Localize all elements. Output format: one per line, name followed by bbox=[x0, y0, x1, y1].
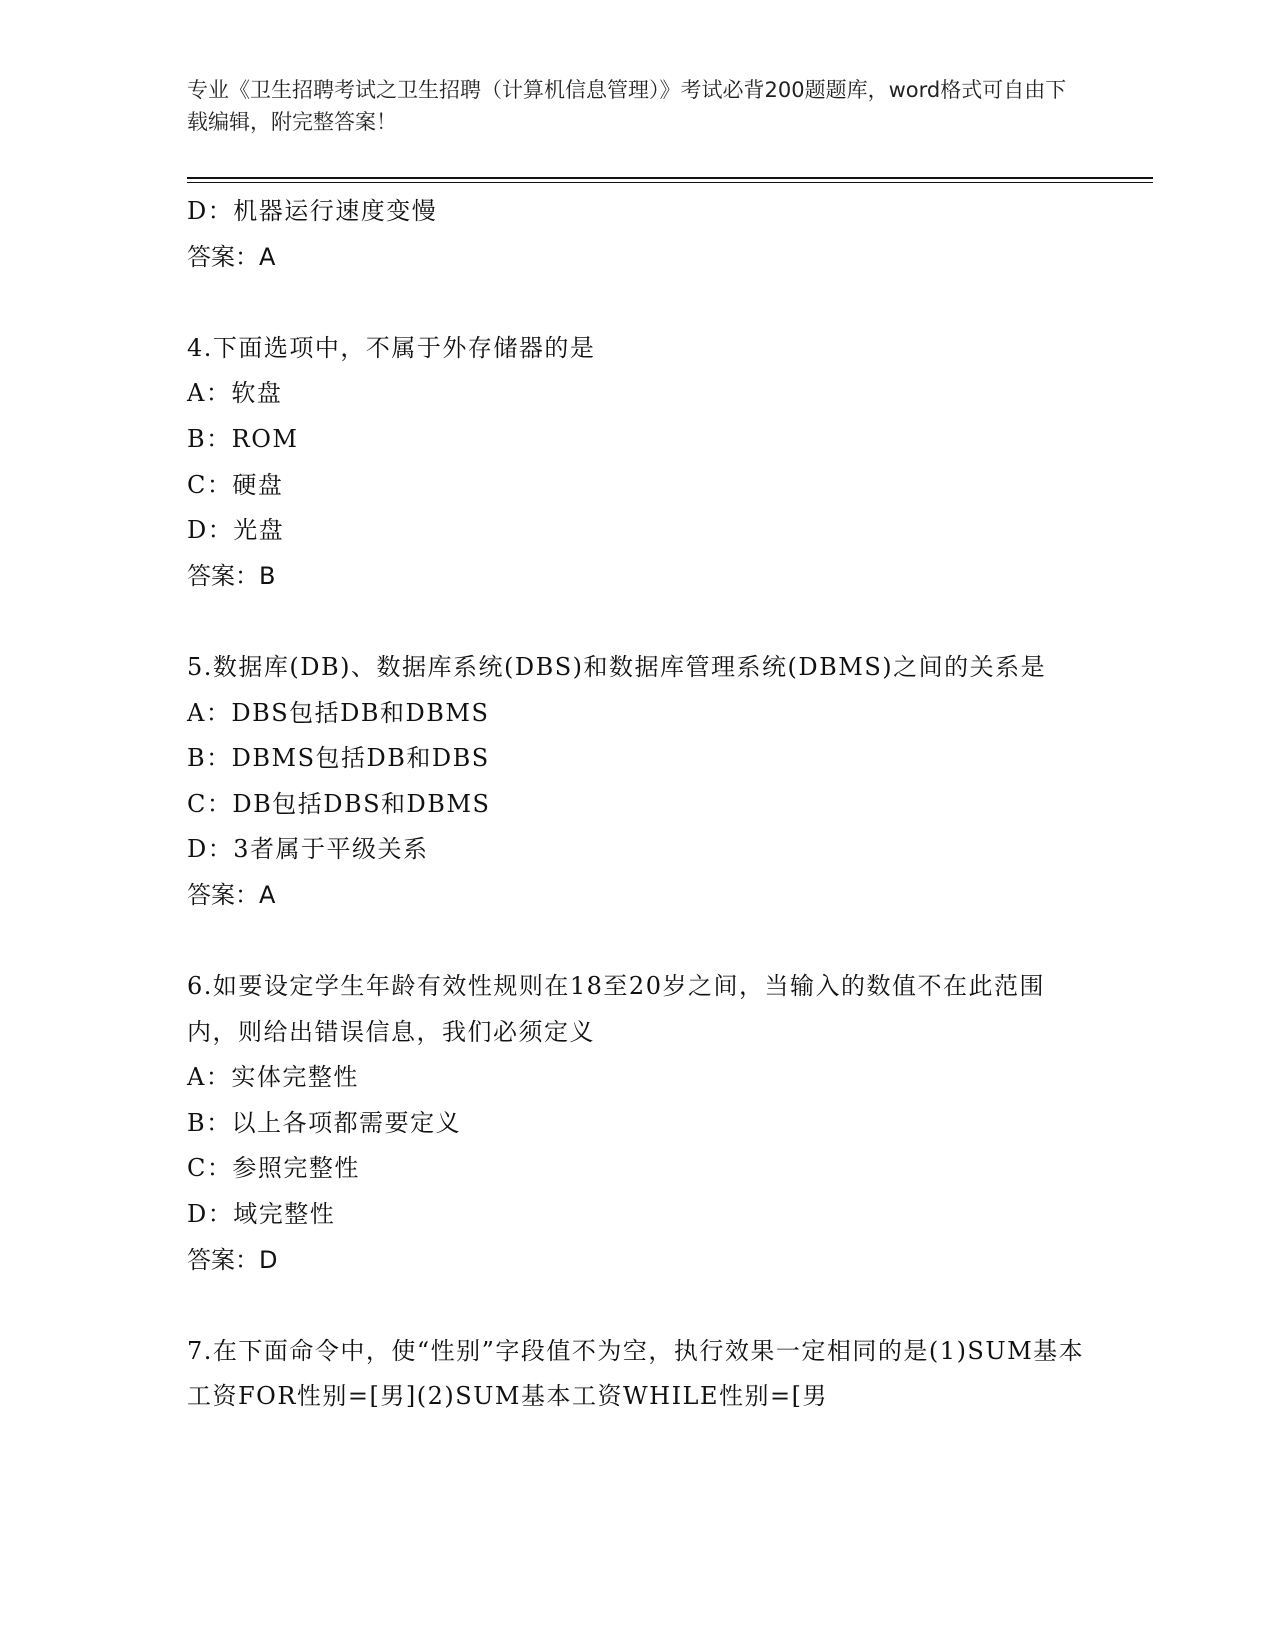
header-rule-thick bbox=[187, 177, 1153, 179]
prev-option-d: D：机器运行速度变慢 bbox=[187, 197, 438, 225]
answer: 答案：D bbox=[187, 1245, 278, 1274]
header-rule-thin bbox=[187, 182, 1153, 183]
option-b: B：DBMS包括DB和DBS bbox=[187, 744, 490, 773]
option-b: B：以上各项都需要定义 bbox=[187, 1108, 462, 1137]
option-c: C：参照完整性 bbox=[187, 1154, 360, 1183]
question-4 bbox=[187, 326, 1087, 600]
prev-answer: 答案：A bbox=[187, 242, 276, 271]
option-d: D：3者属于平级关系 bbox=[187, 835, 429, 864]
option-d: D：光盘 bbox=[187, 516, 285, 545]
question-stem: 4.下面选项中，不属于外存储器的是 bbox=[187, 333, 596, 362]
spacer bbox=[187, 919, 1087, 965]
document-header: 专业《卫生招聘考试之卫生招聘（计算机信息管理）》考试必背200题题库，word格式可自由下载编辑，附完整答案！ bbox=[187, 78, 1067, 134]
question-5 bbox=[187, 645, 1087, 919]
question-stem: 6.如要设定学生年龄有效性规则在18至20岁之间，当输入的数值不在此范围内，则给出错误信息，我们必须定义 bbox=[187, 972, 1045, 1046]
option-c: C：DB包括DBS和DBMS bbox=[187, 789, 491, 818]
question-7 bbox=[187, 1329, 1087, 1420]
spacer bbox=[187, 1283, 1087, 1329]
answer: 答案：B bbox=[187, 561, 276, 590]
question-stem: 5.数据库(DB)、数据库系统(DBS)和数据库管理系统(DBMS)之间的关系是 bbox=[187, 652, 1047, 681]
spacer bbox=[187, 280, 1087, 326]
answer: 答案：A bbox=[187, 880, 276, 909]
option-c: C：硬盘 bbox=[187, 470, 284, 499]
question-stem: 7.在下面命令中，使“性别”字段值不为空，执行效果一定相同的是(1)SUM基本工资FOR性别=[男](2)SUM基本工资WHILE性别=[男 bbox=[187, 1336, 1085, 1411]
option-a: A：实体完整性 bbox=[187, 1063, 359, 1092]
option-a: A：DBS包括DB和DBMS bbox=[187, 698, 490, 727]
question-list bbox=[187, 189, 1087, 1420]
spacer bbox=[187, 599, 1087, 645]
question-6 bbox=[187, 964, 1087, 1283]
option-b: B：ROM bbox=[187, 424, 299, 453]
option-a: A：软盘 bbox=[187, 379, 283, 408]
option-d: D：域完整性 bbox=[187, 1200, 336, 1229]
